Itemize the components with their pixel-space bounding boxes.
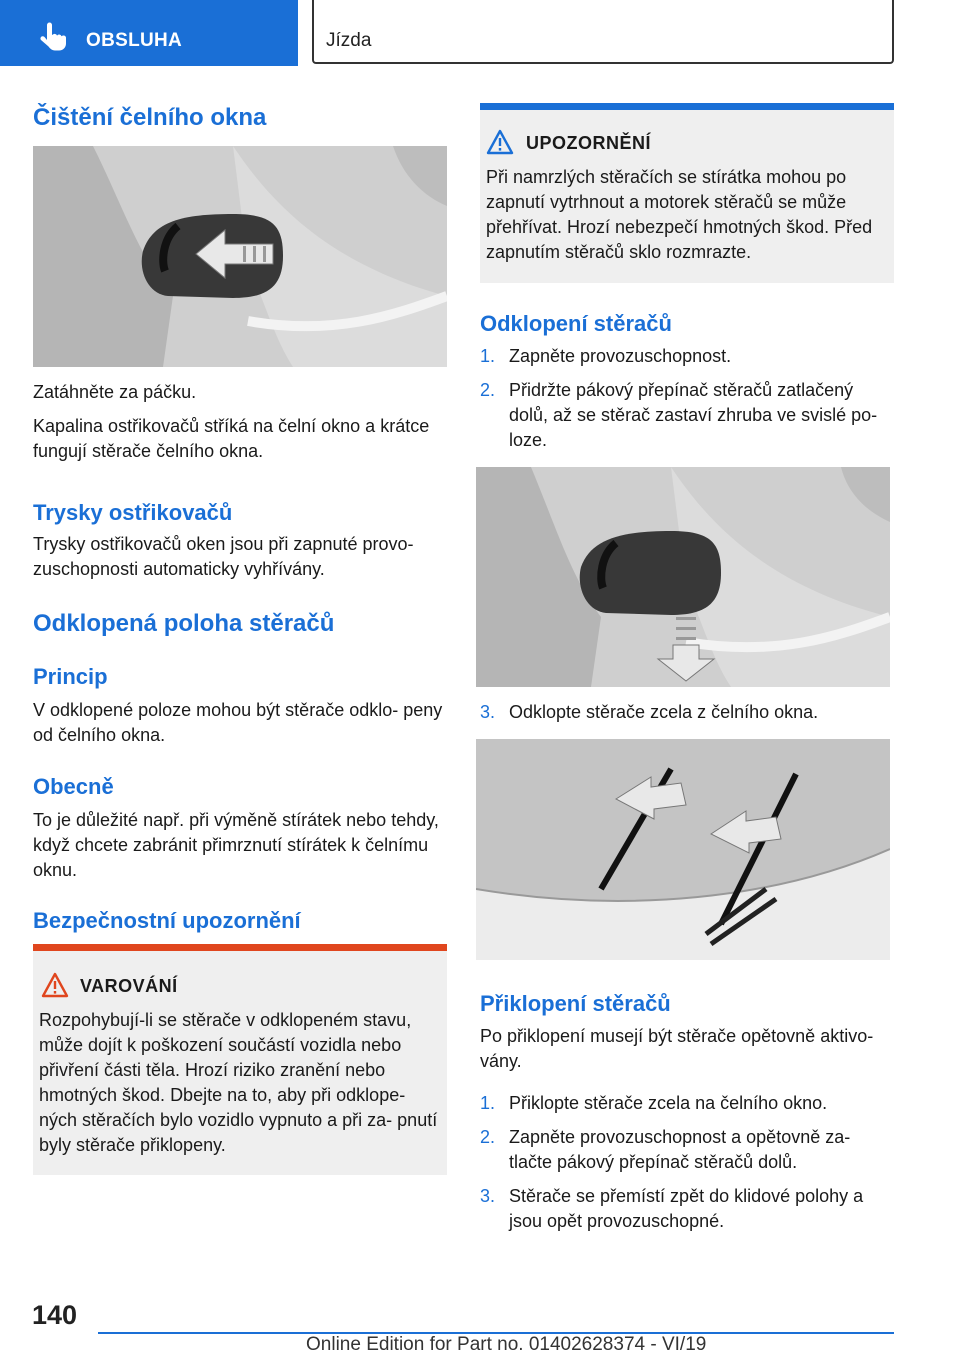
heading-safety: Bezpečnostní upozornění bbox=[33, 908, 301, 933]
caution-bar bbox=[480, 103, 894, 110]
edition-text: Online Edition for Part no. 01402628374 - VI/19 bbox=[306, 1334, 707, 1355]
text-principle: V odklopené poloze mohou být stěrače odklo- peny od čelního okna. bbox=[33, 700, 443, 745]
text-washer-fluid: Kapalina ostřikovačů stříká na čelní okno a krátce fungují stěrače čelního okna. bbox=[33, 416, 430, 461]
list-item bbox=[480, 378, 894, 453]
text-general: To je důležité např. při výměně stírátek nebo tehdy, když chcete zabránit přimrznutí stírátek k čelnímu oknu. bbox=[33, 810, 439, 880]
step-number: 3. bbox=[480, 1186, 496, 1206]
list-item bbox=[480, 1091, 894, 1116]
warning-box bbox=[33, 944, 447, 1175]
page-number: 140 bbox=[32, 1300, 78, 1330]
step-number: 1. bbox=[480, 346, 496, 366]
step-text: Zapněte provozuschopnost a opětovně za- tlačte pákový přepínač stěračů dolů. bbox=[509, 1127, 851, 1172]
fold-in-steps bbox=[480, 1091, 894, 1234]
list-item bbox=[480, 700, 894, 725]
warning-bar bbox=[33, 944, 447, 951]
step-number: 3. bbox=[480, 702, 496, 722]
caution-title: UPOZORNĚNÍ bbox=[526, 133, 652, 153]
warning-text: Rozpohybují-li se stěrače v odklopeném stavu, může dojít k poškození součástí vozidla nebo přivření části těla. Hrozí riziko zranění nebo hmotných škod. Dbejte na to, aby při odklope- ných stěračích bylo vozidlo vypnuto a při za- pnutí byly stěrače přiklopeny. bbox=[39, 1010, 438, 1155]
lever-push-down-illustration bbox=[476, 467, 890, 687]
list-item bbox=[480, 1184, 894, 1234]
heading-general: Obecně bbox=[33, 774, 114, 799]
list-item bbox=[480, 1125, 894, 1175]
lever-pull-illustration bbox=[33, 146, 447, 367]
chapter-label: Jízda bbox=[326, 30, 372, 51]
heading-cleaning: Čištění čelního okna bbox=[33, 104, 267, 131]
list-item bbox=[480, 344, 894, 369]
heading-nozzles: Trysky ostřikovačů bbox=[33, 500, 233, 525]
text-fold-in: Po přiklopení musejí být stěrače opětovně aktivo- vány. bbox=[480, 1026, 874, 1071]
step-text: Stěrače se přemístí zpět do klidové polohy a jsou opět provozuschopné. bbox=[509, 1186, 864, 1231]
step-number: 2. bbox=[480, 380, 496, 400]
heading-fold-out: Odklopení stěračů bbox=[480, 311, 672, 336]
step-number: 1. bbox=[480, 1093, 496, 1113]
text-nozzles: Trysky ostřikovačů oken jsou při zapnuté provo- zuschopnosti automaticky vyhřívány. bbox=[33, 534, 414, 579]
section-tab bbox=[0, 0, 298, 66]
section-label: OBSLUHA bbox=[86, 30, 183, 51]
warning-title: VAROVÁNÍ bbox=[80, 976, 178, 996]
caution-box bbox=[480, 103, 894, 283]
step-text: Přiklopte stěrače zcela na čelního okno. bbox=[509, 1093, 828, 1113]
text-pull-lever: Zatáhněte za páčku. bbox=[33, 382, 197, 402]
warning-triangle-icon bbox=[41, 972, 69, 998]
fold-out-steps-a bbox=[480, 344, 894, 453]
heading-principle: Princip bbox=[33, 664, 108, 689]
hand-pointer-icon bbox=[38, 22, 68, 52]
wipers-folded-illustration bbox=[476, 739, 890, 960]
step-number: 2. bbox=[480, 1127, 496, 1147]
caution-triangle-icon bbox=[486, 129, 514, 155]
fold-out-steps-b bbox=[480, 700, 894, 725]
step-text: Zapněte provozuschopnost. bbox=[509, 346, 732, 366]
step-text: Přidržte pákový přepínač stěračů zatlačený dolů, až se stěrač zastaví zhruba ve svislé po- loze. bbox=[509, 380, 878, 450]
step-text: Odklopte stěrače zcela z čelního okna. bbox=[509, 702, 819, 722]
heading-fold-in: Přiklopení stěračů bbox=[480, 991, 671, 1016]
chapter-header bbox=[312, 0, 894, 64]
heading-fold-position: Odklopená poloha stěračů bbox=[33, 610, 335, 637]
caution-text: Při namrzlých stěračích se stírátka mohou po zapnutí vytrhnout a motorek stěračů se může přehřívat. Hrozí nebezpečí hmotných škod. Před zapnutím stěračů sklo rozmrazte. bbox=[486, 167, 873, 262]
